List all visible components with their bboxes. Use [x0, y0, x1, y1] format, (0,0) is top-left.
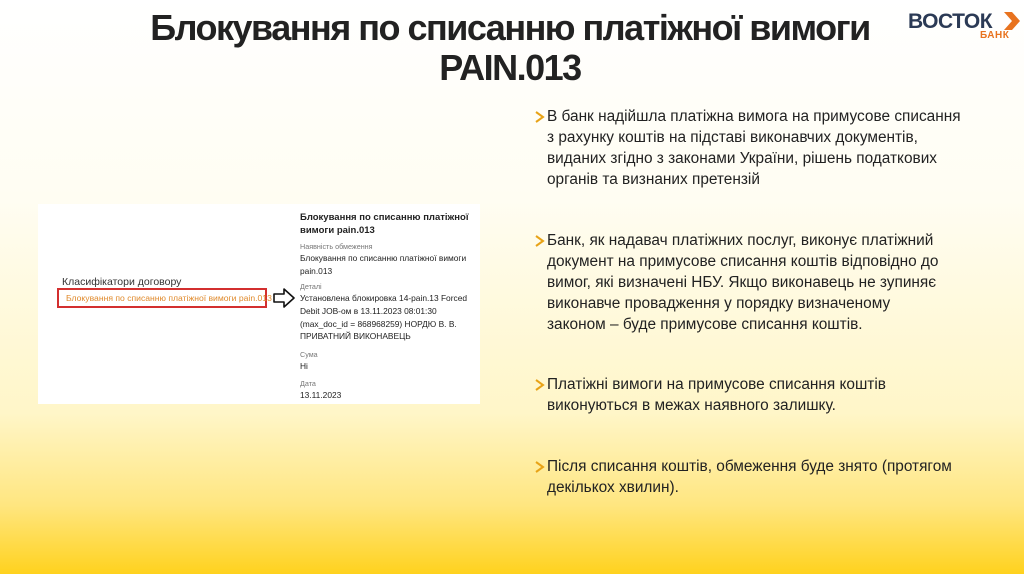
bullet-line: Платіжні вимоги на примусове списання коштів [547, 376, 886, 393]
bullet-line: Після списання коштів, обмеження буде знято (протягом [547, 458, 952, 475]
bullet-line: декількох хвилин). [547, 479, 679, 496]
field-value: 13.11.2023 [300, 390, 342, 400]
bullet-line: В банк надійшла платіжна вимога на примусове списання [547, 108, 961, 125]
field-value: Установлена блокировка 14-pain.13 Forced Debit JOB-ом в 13.11.2023 08:01:30 (max_doc_id = 868968259) НОРДЮ В. В. ПРИВАТНИЙ ВИКОНАВЕЦЬ [300, 293, 468, 342]
field-label: Деталі [300, 282, 322, 291]
bullet-line: органів та визнаних претензій [547, 171, 760, 188]
slide-title-line-2: PAIN.013 [439, 47, 581, 88]
highlighted-item-text: Блокування по списанню платіжної вимоги pain.013 [66, 293, 272, 303]
bullet-item [534, 230, 994, 335]
chevron-right-icon [534, 456, 547, 477]
classifier-label: Класифікатори договору [62, 276, 182, 288]
chevron-right-icon [534, 230, 547, 251]
logo-word: ВОСТОК [908, 10, 993, 33]
field-value: Блокування по списанню платіжної вимоги pain.013 [300, 253, 467, 276]
bullet-item [534, 456, 994, 498]
bullet-item [534, 106, 994, 190]
bullet-line: Банк, як надавач платіжних послуг, виконує платіжний [547, 232, 934, 249]
field-value: Ні [300, 361, 308, 371]
logo-sub: БАНК [980, 30, 1010, 41]
bullet-line: виданих згідно з законами України, рішень податкових [547, 150, 937, 167]
highlighted-classifier-item [57, 288, 272, 308]
bank-logo [908, 10, 1018, 42]
bullet-line: виконавче провадження у порядку визначеному [547, 295, 891, 312]
bullet-line: документ на примусове списання коштів відповідно до [547, 253, 939, 270]
field-label: Наявність обмеження [300, 242, 373, 251]
logo-arrow-icon [1004, 12, 1020, 30]
embedded-screenshot [38, 204, 480, 404]
field-label: Дата [300, 379, 316, 388]
bullet-line: з рахунку коштів на підставі виконавчих документів, [547, 129, 918, 146]
chevron-right-icon [534, 106, 547, 127]
slide-title-line-1: Блокування по списанню платіжної вимоги [150, 7, 870, 48]
bullet-line: вимог, які визначені НБУ. Якщо виконавець не зупиняє [547, 274, 937, 291]
bullet-item [534, 374, 994, 416]
detail-title: Блокування по списанню платіжної вимоги pain.013 [300, 212, 469, 236]
bullet-line: виконуються в межах наявного залишку. [547, 397, 836, 414]
slide-title [150, 8, 870, 88]
chevron-right-icon [534, 374, 547, 395]
field-label: Сума [300, 350, 318, 359]
bullet-line: законом – буде примусове списання коштів. [547, 316, 863, 333]
arrow-right-icon [272, 288, 296, 308]
